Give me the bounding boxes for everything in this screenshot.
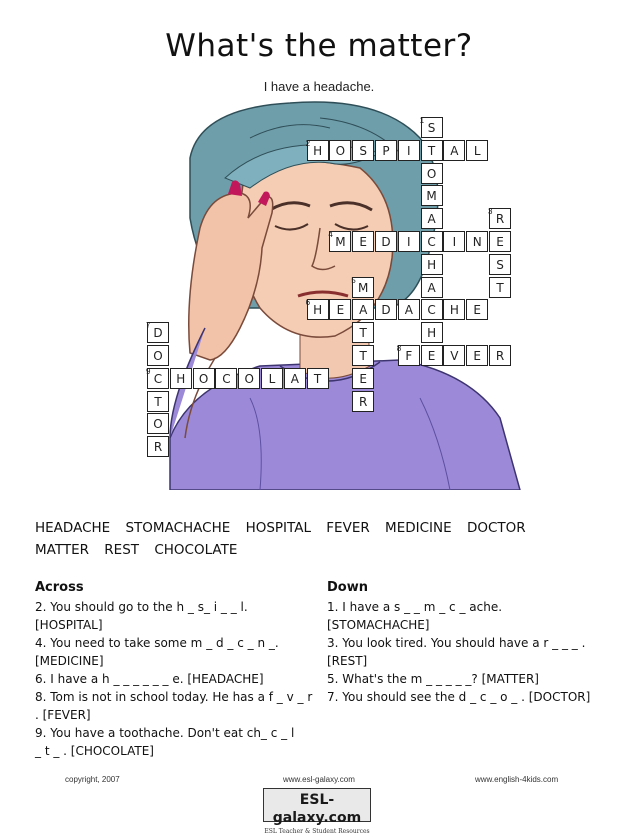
crossword-cell: A: [421, 277, 443, 298]
crossword-cell: M: [329, 231, 351, 252]
down-clue-line: 5. What's the m _ _ _ _ _? [MATTER]: [327, 672, 539, 686]
crossword-cell: A: [398, 299, 420, 320]
across-clue-line: [HOSPITAL]: [35, 618, 103, 632]
crossword-cell: H: [421, 322, 443, 343]
footer-link-esl-galaxy[interactable]: www.esl-galaxy.com: [283, 775, 355, 784]
crossword-cell: C: [215, 368, 237, 389]
crossword-cell: H: [307, 140, 329, 161]
across-clue-line: [MEDICINE]: [35, 654, 104, 668]
crossword-cell: O: [147, 413, 169, 434]
across-clue-line: 4. You need to take some m _ d _ c _ n _.: [35, 636, 279, 650]
crossword-cell: I: [443, 231, 465, 252]
clue-number: 1: [419, 116, 425, 125]
crossword-cell: R: [147, 436, 169, 457]
crossword-cell: L: [261, 368, 283, 389]
across-clue-line: _ t _ . [CHOCOLATE]: [35, 744, 154, 758]
word-bank-word: STOMACHACHE: [125, 520, 231, 536]
down-clues: [327, 598, 612, 706]
clue-number: 3: [488, 207, 493, 217]
across-clue-line: . [FEVER]: [35, 708, 91, 722]
crossword-cell: L: [466, 140, 488, 161]
crossword-cell: E: [466, 345, 488, 366]
crossword-cell: T: [307, 368, 329, 389]
logo-tagline: ESL Teacher & Student Resources: [264, 828, 370, 835]
across-clue-line: 9. You have a toothache. Don't eat ch_ c _ l: [35, 726, 295, 740]
crossword-cell: E: [352, 231, 374, 252]
clue-number: 9: [146, 366, 151, 376]
clue-number: 5: [351, 275, 356, 285]
page-subtitle: I have a headache.: [263, 79, 375, 94]
crossword-cell: C: [421, 231, 443, 252]
crossword-cell: O: [421, 163, 443, 184]
crossword-cell: E: [466, 299, 488, 320]
crossword-cell: R: [489, 345, 511, 366]
across-clues: [35, 598, 315, 760]
word-bank-word: DOCTOR: [466, 520, 526, 536]
crossword-cell: O: [147, 345, 169, 366]
clue-number: 7: [146, 321, 151, 331]
across-clue-line: 2. You should go to the h _ s_ i _ _ l.: [35, 600, 248, 614]
crossword-cell: T: [352, 322, 374, 343]
word-bank: [35, 517, 605, 561]
clue-number: 4: [328, 230, 333, 239]
crossword-cell: M: [421, 185, 443, 206]
crossword-cell: M: [352, 277, 374, 298]
down-clue-line: 7. You should see the d _ c _ o _ . [DOCTOR]: [327, 690, 591, 704]
copyright-text: copyright, 2007: [65, 775, 120, 784]
clue-number: 2: [305, 138, 311, 148]
across-heading: Across: [35, 580, 84, 595]
page-title: What's the matter?: [165, 28, 473, 64]
crossword-cell: A: [421, 208, 443, 229]
word-bank-word: MEDICINE: [385, 520, 452, 536]
crossword-cell: O: [329, 140, 351, 161]
crossword-cell: A: [443, 140, 465, 161]
crossword-cell: H: [421, 254, 443, 275]
crossword-cell: S: [489, 254, 511, 275]
crossword-cell: T: [147, 391, 169, 412]
crossword-cell: D: [147, 322, 169, 343]
logo-title: ESL-galaxy.com: [272, 792, 362, 826]
crossword-cell: E: [489, 231, 511, 252]
crossword-cell: S: [421, 117, 443, 138]
across-clue-line: 6. I have a h _ _ _ _ _ _ e. [HEADACHE]: [35, 672, 264, 686]
crossword-cell: T: [352, 345, 374, 366]
crossword-cell: E: [421, 345, 443, 366]
crossword-cell: V: [443, 345, 465, 366]
crossword-cell: E: [352, 368, 374, 389]
crossword-cell: C: [421, 299, 443, 320]
down-clue-line: [REST]: [327, 654, 368, 668]
word-bank-word: MATTER: [35, 542, 89, 558]
esl-galaxy-logo: [263, 788, 371, 835]
crossword-cell: I: [398, 231, 420, 252]
crossword-cell: C: [147, 368, 169, 389]
crossword-cell: H: [170, 368, 192, 389]
crossword-cell: F: [398, 345, 420, 366]
crossword-cell: D: [375, 299, 397, 320]
across-clue-line: 8. Tom is not in school today. He has a f _ v _ r: [35, 690, 313, 704]
crossword-cell: E: [329, 299, 351, 320]
down-clue-line: 3. You look tired. You should have a r _ _ _ .: [327, 636, 586, 650]
crossword-cell: N: [466, 231, 488, 252]
crossword-cell: R: [352, 391, 374, 412]
crossword-cell: O: [238, 368, 260, 389]
word-bank-word: FEVER: [326, 520, 370, 536]
crossword-cell: R: [489, 208, 511, 229]
crossword-cell: T: [489, 277, 511, 298]
crossword-cell: P: [375, 140, 397, 161]
clue-number: 6: [305, 298, 311, 308]
crossword-cell: S: [352, 140, 374, 161]
crossword-cell: I: [398, 140, 420, 161]
down-clue-line: 1. I have a s _ _ m _ c _ ache.: [327, 600, 503, 614]
crossword-cell: D: [375, 231, 397, 252]
crossword-cell: H: [443, 299, 465, 320]
crossword-cell: A: [284, 368, 306, 389]
word-bank-word: REST: [104, 542, 140, 558]
word-bank-word: CHOCOLATE: [154, 542, 238, 558]
crossword-cell: T: [421, 140, 443, 161]
word-bank-word: HOSPITAL: [245, 520, 311, 536]
crossword-cell: O: [193, 368, 215, 389]
footer-link-english-4kids[interactable]: www.english-4kids.com: [475, 775, 559, 784]
down-clue-line: [STOMACHACHE]: [327, 618, 430, 632]
crossword-cell: A: [352, 299, 374, 320]
clue-number: 8: [396, 344, 402, 353]
crossword-cell: H: [307, 299, 329, 320]
word-bank-word: HEADACHE: [35, 520, 111, 536]
down-heading: Down: [327, 580, 368, 595]
